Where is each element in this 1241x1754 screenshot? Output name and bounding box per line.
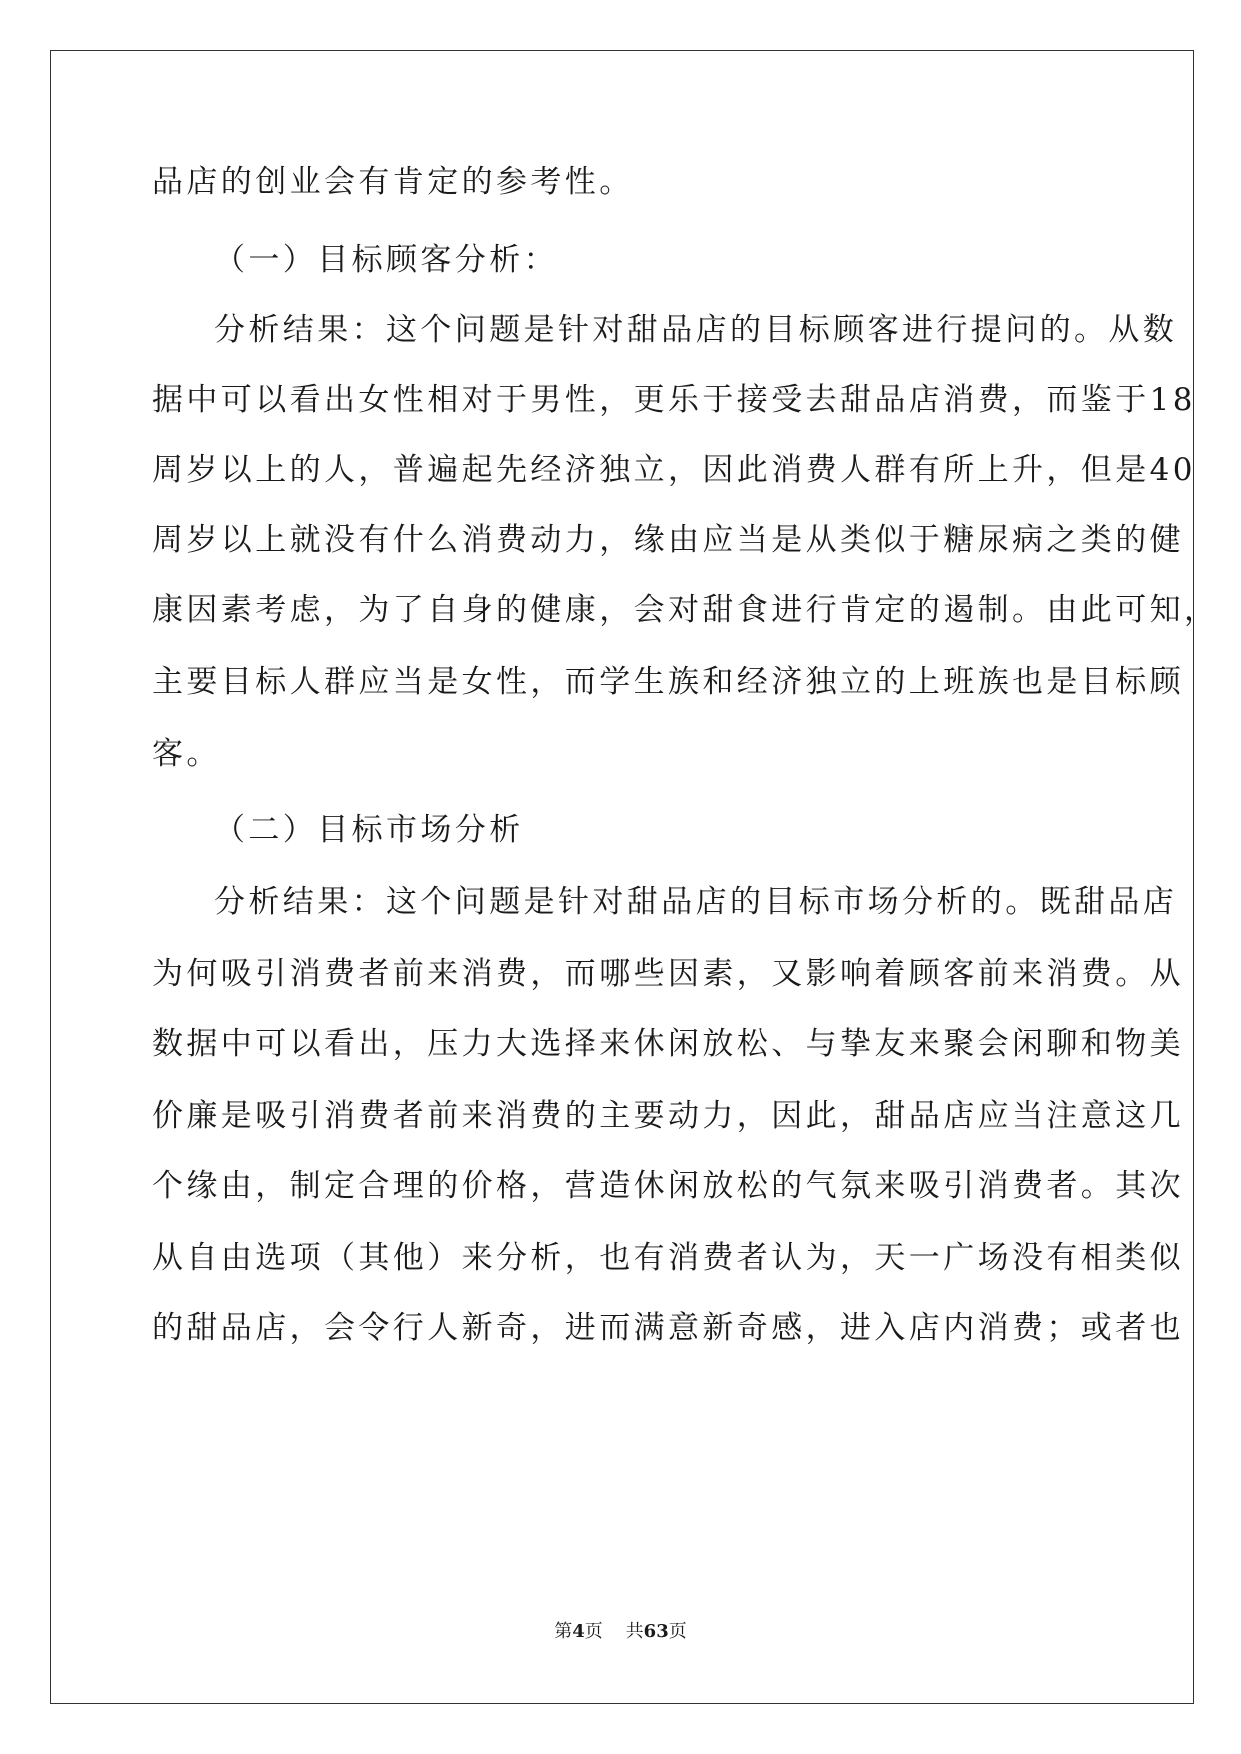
paragraph-line: 价廉是吸引消费者前来消费的主要动力，因此，甜品店应当注意这几 (152, 1098, 1184, 1134)
footer-total-prefix: 共 (625, 1621, 644, 1642)
paragraph-line: 数据中可以看出，压力大选择来休闲放松、与挚友来聚会闲聊和物美 (152, 1026, 1184, 1062)
footer-page-suffix: 页 (584, 1621, 603, 1642)
paragraph-line: 据中可以看出女性相对于男性，更乐于接受去甜品店消费，而鉴于18 (152, 382, 1196, 418)
paragraph-line: 周岁以上就没有什么消费动力，缘由应当是从类似于糖尿病之类的健 (152, 522, 1184, 558)
paragraph-line: 客。 (152, 736, 221, 772)
paragraph-line: 主要目标人群应当是女性，而学生族和经济独立的上班族也是目标顾 (152, 664, 1184, 700)
paragraph-line: 个缘由，制定合理的价格，营造休闲放松的气氛来吸引消费者。其次 (152, 1168, 1184, 1204)
total-page-count: 63 (643, 1621, 669, 1642)
paragraph-line: 分析结果：这个问题是针对甜品店的目标顾客进行提问的。从数 (214, 312, 1178, 348)
section-heading-target-market: （二）目标市场分析 (214, 812, 524, 848)
footer-total-suffix: 页 (668, 1621, 687, 1642)
paragraph-line: 为何吸引消费者前来消费，而哪些因素，又影响着顾客前来消费。从 (152, 956, 1184, 992)
page-footer (0, 1620, 1241, 1644)
paragraph-line: 康因素考虑，为了自身的健康，会对甜食进行肯定的遏制。由此可知， (152, 592, 1219, 628)
paragraph-line: 周岁以上的人，普遍起先经济独立，因此消费人群有所上升，但是40 (152, 452, 1196, 488)
paragraph-line: 分析结果：这个问题是针对甜品店的目标市场分析的。既甜品店 (214, 884, 1178, 920)
paragraph-line: 从自由选项（其他）来分析，也有消费者认为，天一广场没有相类似 (152, 1240, 1184, 1276)
section-heading-target-customers: （一）目标顾客分析： (214, 242, 558, 278)
current-page-number: 4 (572, 1621, 585, 1642)
footer-prefix: 第 (554, 1621, 573, 1642)
paragraph-line: 品店的创业会有肯定的参考性。 (152, 164, 634, 200)
paragraph-line: 的甜品店，会令行人新奇，进而满意新奇感，进入店内消费；或者也 (152, 1310, 1184, 1346)
page-border (50, 50, 1194, 1704)
